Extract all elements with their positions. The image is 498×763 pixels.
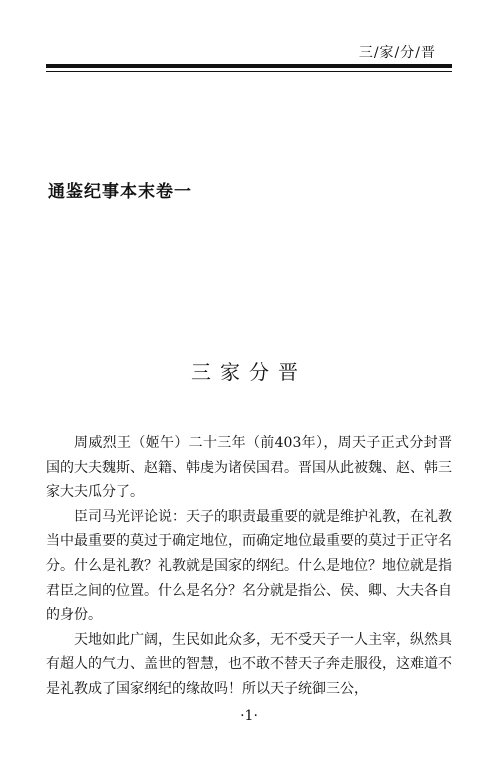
body-text xyxy=(46,431,452,702)
header-rule-thin xyxy=(46,71,452,72)
paragraph: 周威烈王（姬午）二十三年（前403年），周天子正式分封晋国的大夫魏斯、赵籍、韩虔为诸侯国君。晋国从此被魏、赵、韩三家大夫瓜分了。 xyxy=(46,435,452,501)
header-rule-thick xyxy=(46,64,452,68)
paragraph: 天地如此广阔，生民如此众多，无不受天子一人主宰，纵然具有超人的气力、盖世的智慧，也不敢不替天子奔走服役，这难道不是礼教成了国家纲纪的缘故吗！所以天子统御三公， xyxy=(46,631,452,697)
running-head: 三/家/分/晋 xyxy=(358,45,436,61)
paragraph: 臣司马光评论说：天子的职责最重要的就是维护礼教，在礼教当中最重要的莫过于确定地位，而确定地位最重要的莫过于正守名分。什么是礼教？礼教就是国家的纲纪。什么是地位？地位就是指君臣之间的位置。什么是名分？名分就是指公、侯、卿、大夫各自的身份。 xyxy=(46,508,452,624)
volume-title: 通鉴纪事本末卷一 xyxy=(48,182,192,202)
page-number: ·1· xyxy=(240,708,258,724)
chapter-title: 三家分晋 xyxy=(191,360,307,384)
